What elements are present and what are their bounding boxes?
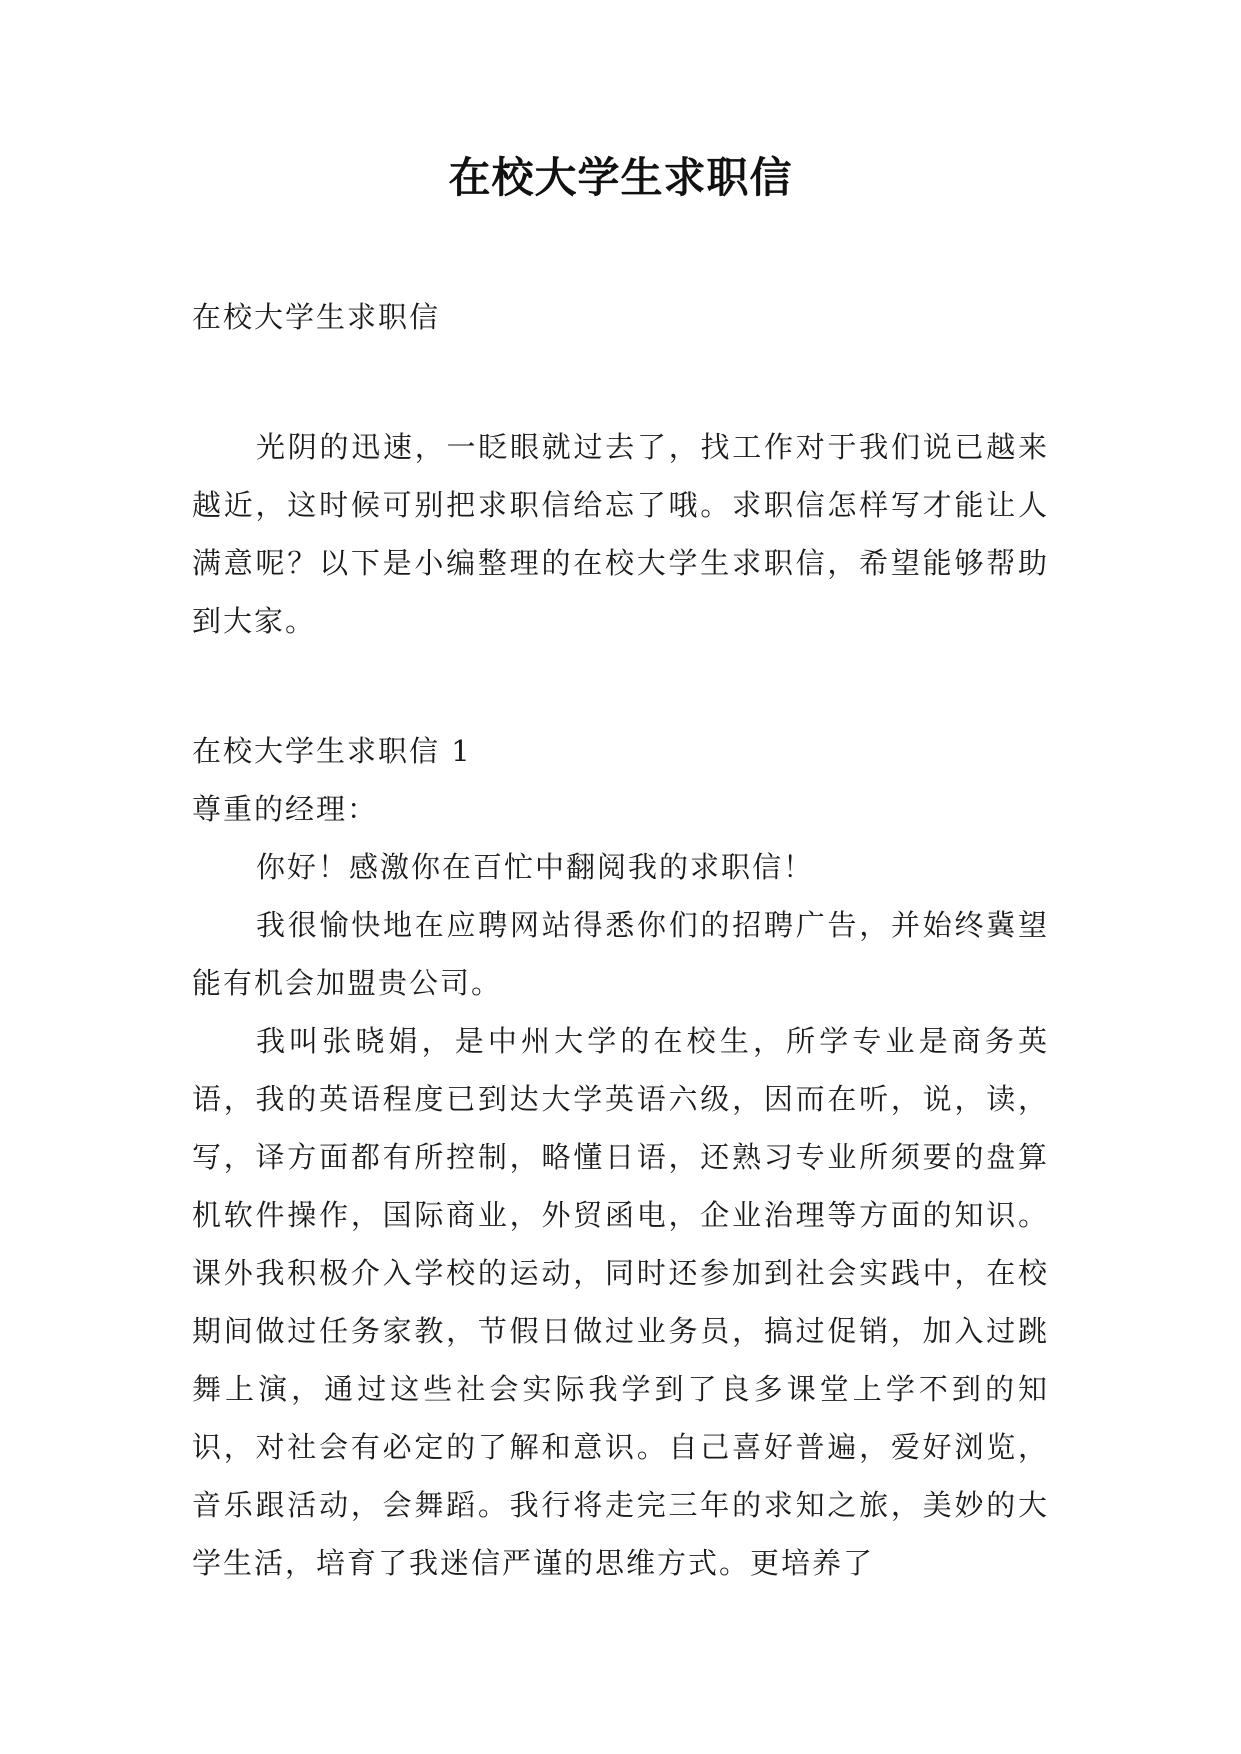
document-title: 在校大学生求职信 [448,153,793,202]
body-paragraph-2: 我叫张晓娟，是中州大学的在校生，所学专业是商务英语，我的英语程度已到达大学英语六级，因而在听，说，读，写，译方面都有所控制，略懂日语，还熟习专业所须要的盘算机软件操作，国际商业，外贸函电，企业治理等方面的知识。课外我积极介入学校的运动，同时还参加到社会实践中，在校期间做过任务家教，节假日做过业务员，搞过促销，加入过跳舞上演，通过这些社会实际我学到了良多课堂上学不到的知识，对社会有必定的了解和意识。自己喜好普遍，爱好浏览，音乐跟活动，会舞蹈。我行将走完三年的求知之旅，美妙的大学生活，培育了我迷信严谨的思维方式。更培养了 [192,1024,1049,1580]
salutation: 尊重的经理： [192,792,379,826]
section-heading: 在校大学生求职信 1 [192,734,472,768]
body-paragraph-1: 我很愉快地在应聘网站得悉你们的招聘广告，并始终冀望能有机会加盟贵公司。 [192,908,1049,1000]
intro-paragraph: 光阴的迅速，一眨眼就过去了，找工作对于我们说已越来越近，这时候可别把求职信给忘了哦。求职信怎样写才能让人满意呢？以下是小编整理的在校大学生求职信，希望能够帮助到大家。 [192,430,1049,638]
document-body [192,288,1049,1592]
document-subtitle: 在校大学生求职信 [192,300,441,334]
greeting-paragraph: 你好！感激你在百忙中翻阅我的求职信！ [256,850,815,884]
